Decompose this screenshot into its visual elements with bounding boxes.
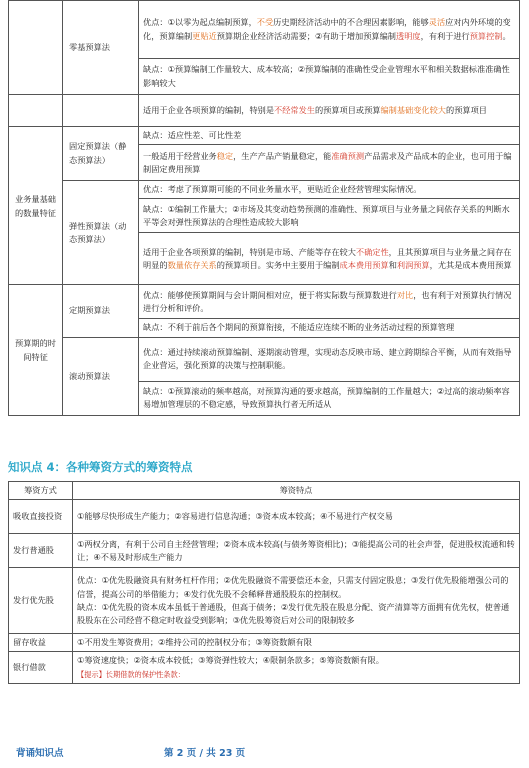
table-row xyxy=(9,652,520,683)
feature-cell xyxy=(73,568,520,634)
text: ，有利于进行 xyxy=(420,30,470,41)
feature-cell: ①能够尽快形成生产能力；②容易进行信息沟通；③资本成本较高；④不易进行产权交易 xyxy=(73,500,520,534)
highlight: 对比 xyxy=(396,289,414,300)
method-cell: 定期预算法 xyxy=(63,285,139,337)
text: ，生产产品产销量稳定，能 xyxy=(233,150,332,161)
table-row xyxy=(9,337,520,381)
method-cell: 零基预算法 xyxy=(63,1,139,95)
feature-cell: ①两权分离，有利于公司自主经营管理；②资本成本较高(与债务筹资相比)；③能提高公司的社会声誉，促进股权流通和转让；④不易及时形成生产能力 xyxy=(73,534,520,568)
budget-methods-table xyxy=(8,0,520,416)
advantages-cell xyxy=(139,1,520,59)
table-row xyxy=(9,500,520,534)
application-cell xyxy=(139,233,520,285)
highlight: 更贴近 xyxy=(192,30,217,41)
text: ，尤其是成本费用预算 xyxy=(429,259,512,270)
text: 优点：①以零为起点编制预算， xyxy=(143,17,257,28)
highlight: 编制基础变化较大 xyxy=(380,104,446,115)
table-row xyxy=(9,568,520,634)
feature-cell xyxy=(73,652,520,683)
text: 优点：能够使预算期间与会计期间相对应，便于将实际数与预算数进行 xyxy=(143,289,397,300)
table-header-row xyxy=(9,482,520,500)
table-row xyxy=(9,285,520,319)
text: 。 xyxy=(502,30,511,41)
advantages-cell xyxy=(139,285,520,319)
advantages-cell: 优点：考虑了预算期可能的不同业务量水平，更贴近企业经营管理实际情况。 xyxy=(139,181,520,199)
page-number: 第 2 页 / 共 23 页 xyxy=(164,748,246,759)
column-header: 筹资方式 xyxy=(9,482,73,500)
method-cell: 滚动预算法 xyxy=(63,337,139,415)
table-row xyxy=(9,634,520,652)
highlight: 预算控制 xyxy=(469,30,503,41)
financing-way-cell: 留存收益 xyxy=(9,634,73,652)
method-cell: 弹性预算法（动态预算法） xyxy=(63,181,139,285)
method-cell: 固定预算法（静态预算法） xyxy=(63,127,139,181)
table2-wrapper xyxy=(8,481,520,684)
disadvantages-text: 缺点：①优先股的资本成本虽低于普通股，但高于债务；②发行优先股在股息分配、资产清算等方面拥有优先权，使普通股股东在公司经营不稳定时收益受到影响；③优先股筹资后对公司的限制较多 xyxy=(77,601,510,625)
text: ，且其预算项目与业务量之间存在明显的 xyxy=(143,246,512,270)
highlight: 不确定性 xyxy=(355,246,389,257)
text: ，也有利于对预算执行情况进行分析和评价。 xyxy=(143,289,512,313)
highlight: 灵活 xyxy=(428,17,446,28)
advantages-text: 优点：①优先股融资具有财务杠杆作用；②优先股融资不需要偿还本金，只需支付固定股息；③发行优先股能增强公司的信誉，提高公司的举借能力；④发行优先股不会稀释普通股股东的控制权。 xyxy=(77,575,509,599)
advantages-cell: 优点：通过持续滚动预算编制、逐期滚动管理，实现动态反映市场、建立跨期综合平衡，从而有效指导企业营运，强化预算的决策与控制职能。 xyxy=(139,337,520,381)
text: 历史期经济活动中的不合理因素影响，能够 xyxy=(273,17,429,28)
disadvantages-cell: 缺点：不利于前后各个期间的预算衔接，不能适应连续不断的业务活动过程的预算管理 xyxy=(139,319,520,337)
highlight: 准确预测 xyxy=(331,150,365,161)
column-header: 筹资特点 xyxy=(73,482,520,500)
text: 的预算项目。实务中主要用于编制 xyxy=(216,259,340,270)
application-cell xyxy=(139,145,520,181)
financing-methods-table xyxy=(8,481,520,684)
table-row xyxy=(9,1,520,59)
highlight: 不受 xyxy=(256,17,274,28)
text: 一般适用于经营业务 xyxy=(143,150,217,161)
footer-title: 背诵知识点 xyxy=(16,748,64,759)
page-footer xyxy=(16,745,276,759)
disadvantages-cell: 缺点：①预算编制工作量较大、成本较高；②预算编制的准确性受企业管理水平和相关数据标准准确性影响较大 xyxy=(139,59,520,95)
disadvantages-cell: 缺点：适应性差、可比性差 xyxy=(139,127,520,145)
table-row xyxy=(9,181,520,199)
text: 适用于企业各项预算的编制，特别是市场、产能等存在较大 xyxy=(143,246,356,257)
disadvantages-cell: 缺点：①编制工作量大；②市场及其变动趋势预测的准确性、预算项目与业务量之间依存关系的判断水平等会对弹性预算法的合理性造成较大影响 xyxy=(139,199,520,233)
highlight: 成本费用预算 xyxy=(339,259,389,270)
table1-wrapper xyxy=(8,0,520,416)
financing-way-cell: 发行普通股 xyxy=(9,534,73,568)
highlight: 数量依存关系 xyxy=(167,259,217,270)
financing-way-cell: 吸收直接投资 xyxy=(9,500,73,534)
text: 的预算项目或预算 xyxy=(314,104,381,115)
section-title: 知识点 4：各种筹资方式的筹资特点 xyxy=(8,460,193,474)
text: 产品需求及产品成本的企业，也可用于编制固定费用预算 xyxy=(143,150,512,174)
highlight: 稳定 xyxy=(216,150,234,161)
text: 的预算项目 xyxy=(446,104,487,115)
text: 和 xyxy=(388,259,397,270)
highlight: 利润预算 xyxy=(396,259,430,270)
highlight: 不经常发生 xyxy=(274,104,315,115)
application-cell xyxy=(139,95,520,127)
category-cell: 预算期的时间特征 xyxy=(9,285,63,415)
method-cell-empty xyxy=(63,95,139,127)
tip-text: 【提示】长期借款的保护性条款： xyxy=(77,669,185,679)
highlight: 透明度 xyxy=(396,30,421,41)
feature-text: ①筹资速度快；②资本成本较低；③筹资弹性较大；④限制条款多；⑤筹资数额有限。 xyxy=(77,655,384,666)
category-cell-empty xyxy=(9,95,63,127)
category-cell-empty xyxy=(9,1,63,95)
table-row xyxy=(9,534,520,568)
text: 适用于企业各项预算的编制，特别是 xyxy=(143,104,275,115)
text: 应对内外环境的变化，预算编制 xyxy=(143,17,511,41)
text: 预算期企业经济活动需要；②有助于增加预算编制 xyxy=(216,30,396,41)
table-row xyxy=(9,95,520,127)
category-cell: 业务量基础的数量特征 xyxy=(9,127,63,285)
financing-way-cell: 发行优先股 xyxy=(9,568,73,634)
table-row xyxy=(9,127,520,145)
disadvantages-cell: 缺点：①预算滚动的频率越高，对预算沟通的要求越高，预算编制的工作量越大；②过高的滚动频率容易增加管理层的不稳定感，导致预算执行者无所适从 xyxy=(139,381,520,415)
feature-cell: ①不用发生筹资费用；②维持公司的控制权分布；③筹资数额有限 xyxy=(73,634,520,652)
financing-way-cell: 银行借款 xyxy=(9,652,73,683)
